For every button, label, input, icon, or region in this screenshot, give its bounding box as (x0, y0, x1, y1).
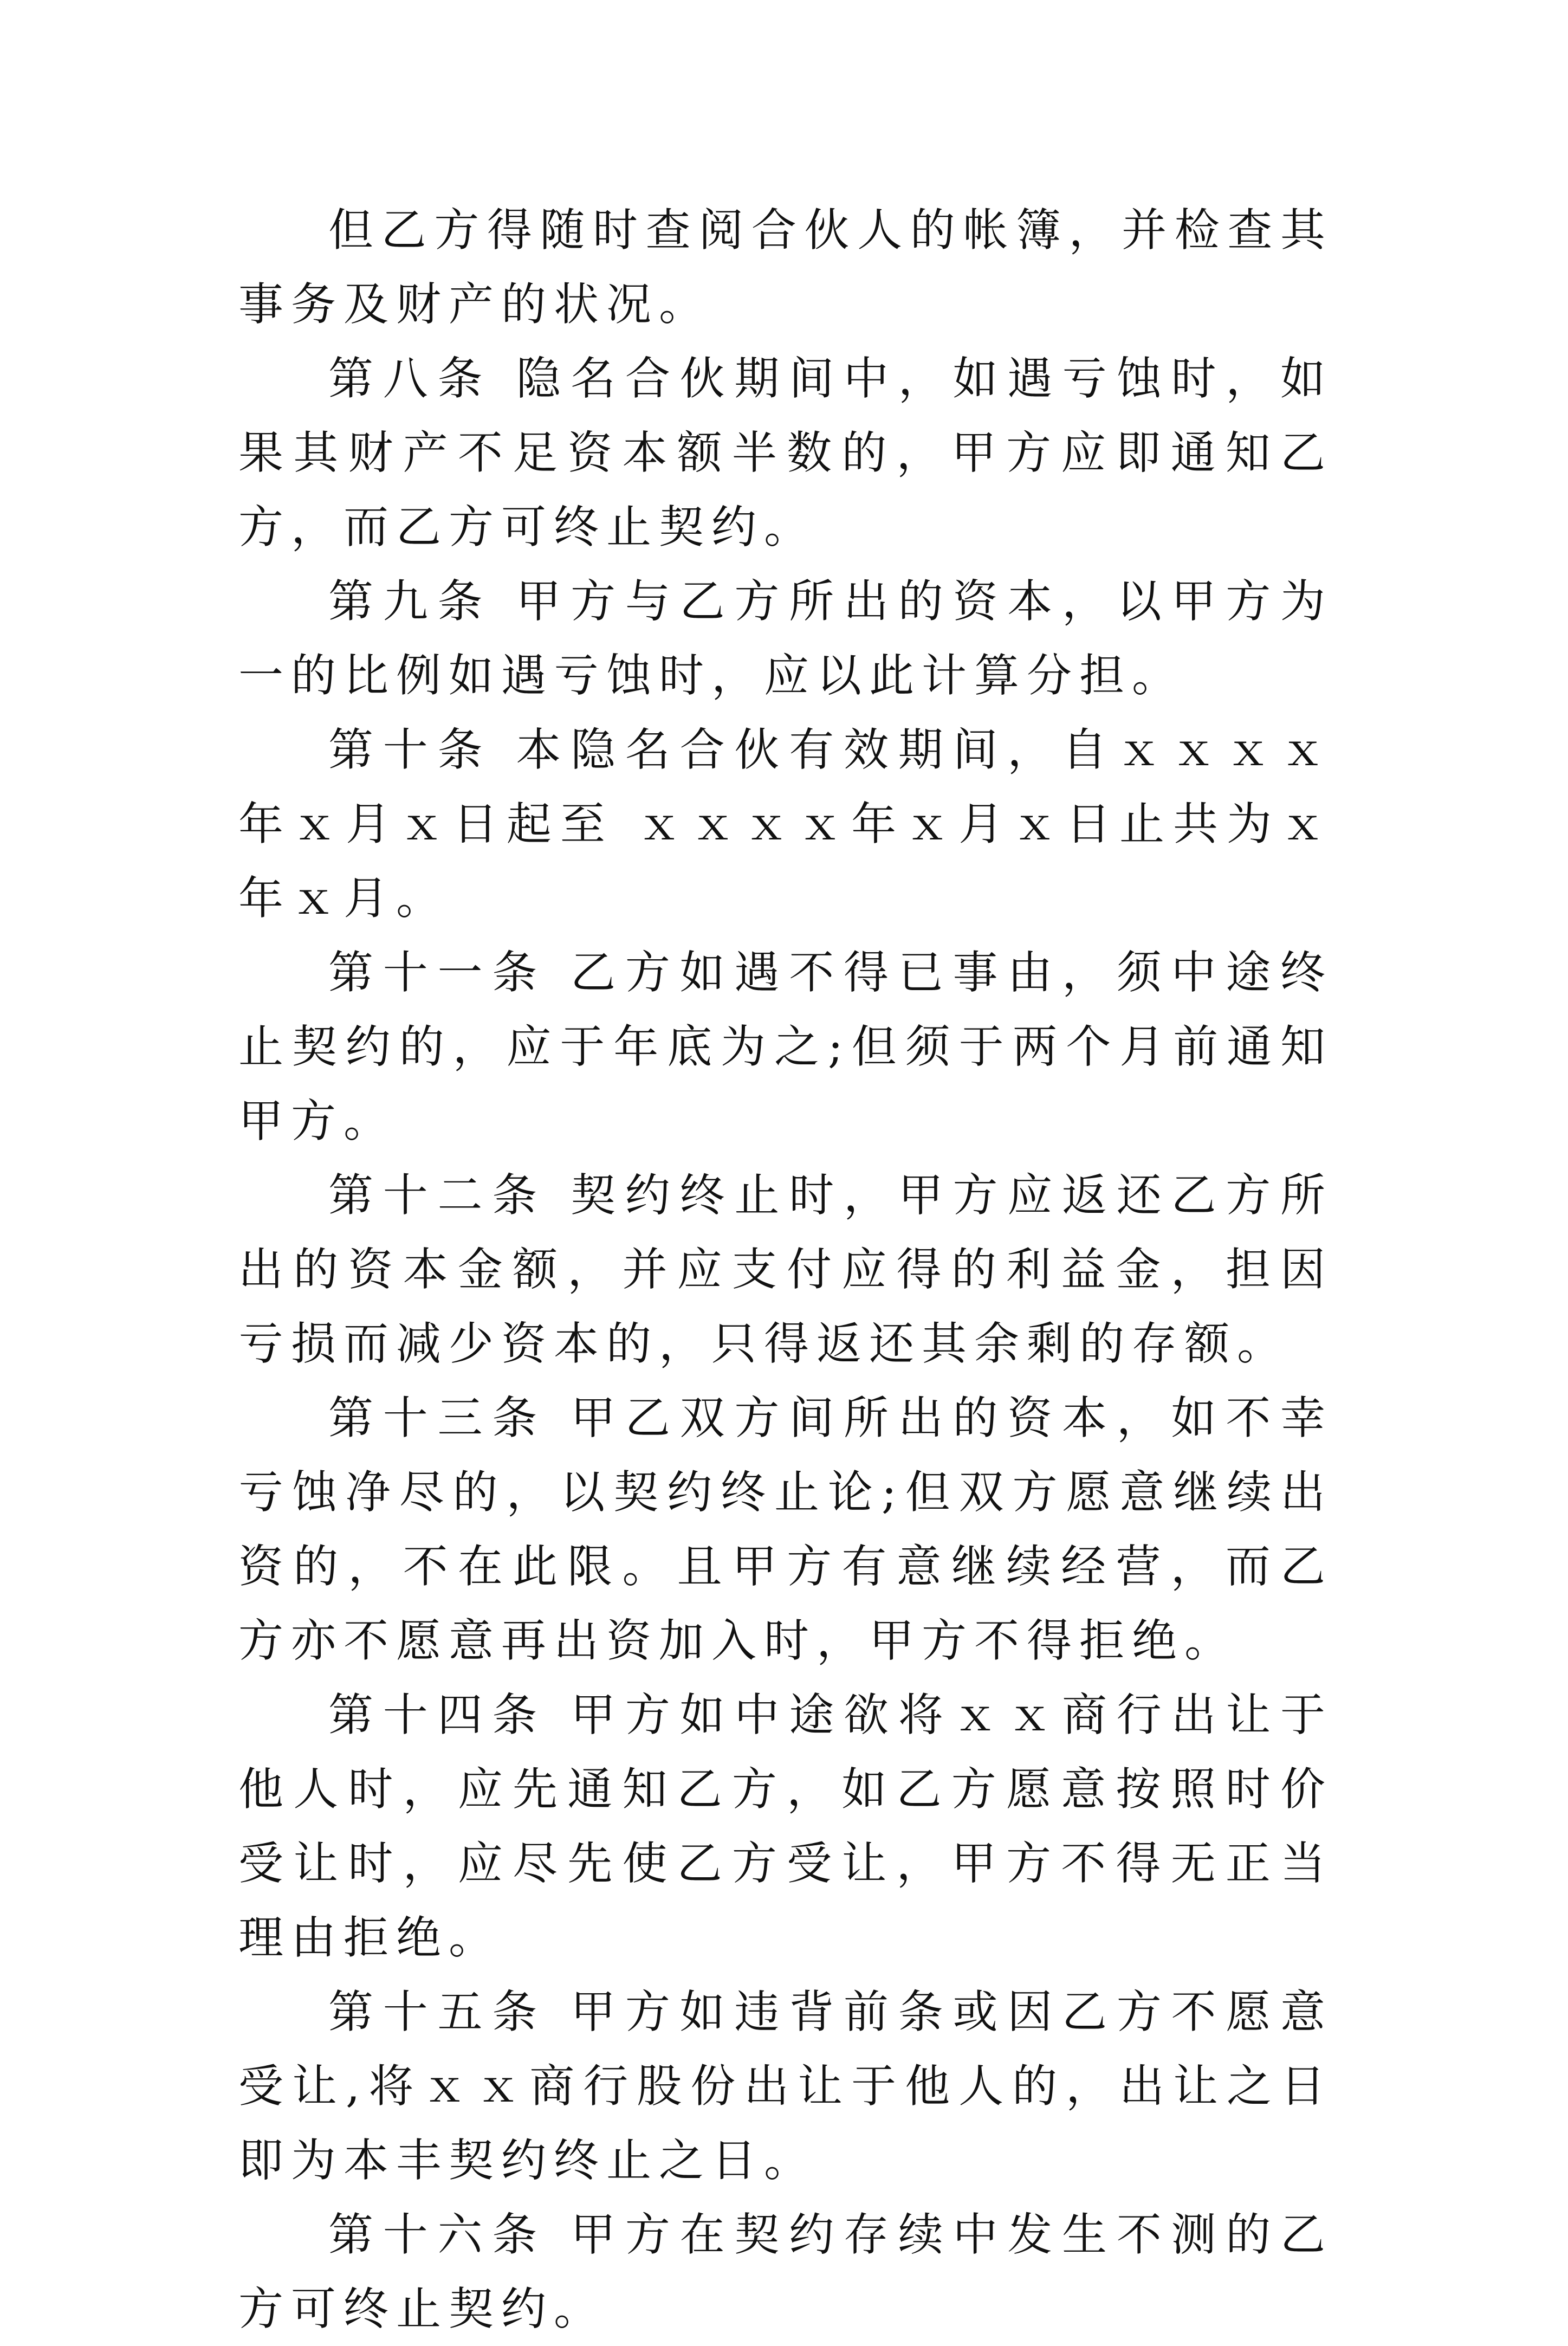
paragraph-article-13: 第十三条 甲乙双方间所出的资本，如不幸亏蚀净尽的，以契约终止论;但双方愿意继续出资的，不在此限。且甲方有意继续经营，而乙方亦不愿意再出资加入时，甲方不得拒绝。 (238, 1392, 1333, 1667)
paragraph-article-12: 第十二条 契约终止时，甲方应返还乙方所出的资本金额，并应支付应得的利益金，担因亏损而减少资本的，只得返还其余剩的存额。 (238, 1169, 1333, 1370)
paragraph-inspection-right: 但乙方得随时查阅合伙人的帐簿，并检查其事务及财产的状况。 (238, 204, 1333, 331)
paragraph-article-8: 第八条 隐名合伙期间中，如遇亏蚀时，如果其财产不足资本额半数的，甲方应即通知乙方，而乙方可终止契约。 (238, 352, 1333, 553)
paragraph-article-9: 第九条 甲方与乙方所出的资本，以甲方为一的比例如遇亏蚀时，应以此计算分担。 (238, 575, 1333, 702)
paragraph-article-14: 第十四条 甲方如中途欲将ｘｘ商行出让于他人时，应先通知乙方，如乙方愿意按照时价受让时，应尽先使乙方受让，甲方不得无正当理由拒绝。 (238, 1689, 1333, 1964)
paragraph-article-10: 第十条 本隐名合伙有效期间，自ｘｘｘｘ年ｘ月ｘ日起至 ｘｘｘｘ年ｘ月ｘ日止共为ｘ年ｘ月。 (238, 723, 1333, 925)
paragraph-article-11: 第十一条 乙方如遇不得已事由，须中途终止契约的，应于年底为之;但须于两个月前通知甲方。 (238, 946, 1333, 1147)
document-body (238, 193, 1333, 2346)
paragraph-article-16: 第十六条 甲方在契约存续中发生不测的乙方可终止契约。 (238, 2208, 1333, 2335)
paragraph-article-15: 第十五条 甲方如违背前条或因乙方不愿意受让,将ｘｘ商行股份出让于他人的，出让之日即为本丰契约终止之日。 (238, 1986, 1333, 2187)
